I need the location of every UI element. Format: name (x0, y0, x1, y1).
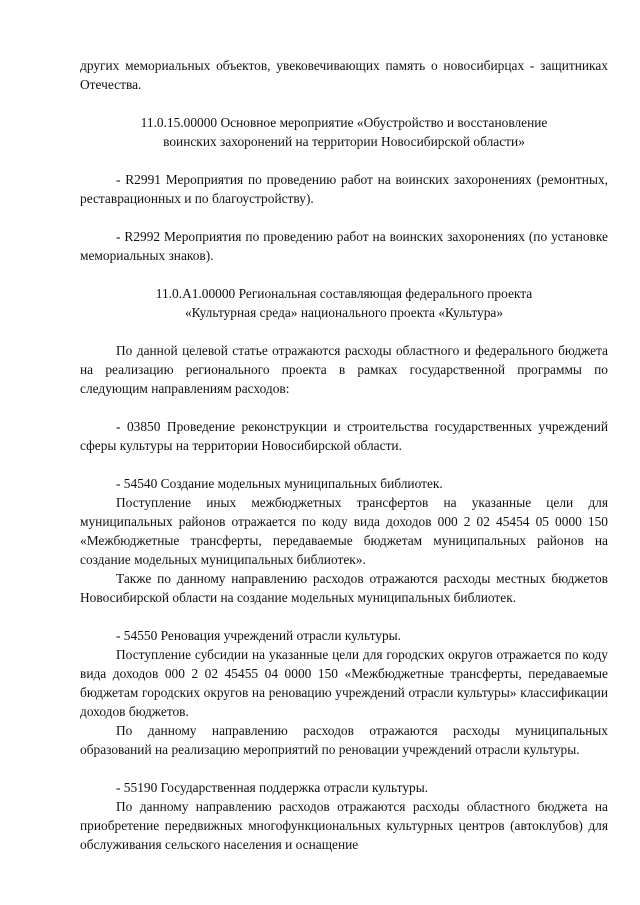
paragraph-54550-municipal: По данному направлению расходов отражаются расходы муниципальных образований на реализацию мероприятий по реновации учреждений отрасли культуры. (80, 723, 608, 757)
item-55190: - 55190 Государственная поддержка отрасли культуры. (116, 780, 429, 795)
item-r2992: - R2992 Мероприятия по проведению работ на воинских захоронениях (по установке мемориальных знаков). (80, 229, 608, 263)
heading-regional-project-line2: «Культурная среда» национального проекта «Культура» (184, 305, 504, 320)
paragraph-target-article: По данной целевой статье отражаются расходы областного и федерального бюджета на реализацию регионального проекта в рамках государственной программы по следующим направлениям расходов: (80, 343, 608, 396)
paragraph-54540-transfers: Поступление иных межбюджетных трансфертов на указанные цели для муниципальных районов отражается по коду вида доходов 000 2 02 45454 05 0000 150 «Межбюджетные трансферты, передаваемые бюджетам муниципальных районов на создание модельных муниципальных библиотек». (80, 495, 608, 567)
heading-military-burials-line2: воинских захоронений на территории Новосибирской области» (163, 134, 525, 149)
heading-military-burials-line1: 11.0.15.00000 Основное мероприятие «Обустройство и восстановление (140, 115, 548, 130)
paragraph-54550-subsidy: Поступление субсидии на указанные цели для городских округов отражается по коду вида доходов 000 2 02 45455 04 0000 150 «Межбюджетные трансферты, передаваемые бюджетам городских округов на реновацию учреждений отрасли культуры» классификации доходов бюджетов. (80, 647, 608, 719)
item-r2991: - R2991 Мероприятия по проведению работ на воинских захоронениях (ремонтных, реставрационных и по благоустройству). (80, 172, 608, 206)
paragraph-54540-local-budgets: Также по данному направлению расходов отражаются расходы местных бюджетов Новосибирской области на создание модельных муниципальных библиотек. (80, 571, 608, 605)
item-03850: - 03850 Проведение реконструкции и строительства государственных учреждений сферы культуры на территории Новосибирской области. (80, 419, 608, 453)
item-54540: - 54540 Создание модельных муниципальных библиотек. (116, 476, 443, 491)
document-page (80, 56, 608, 854)
item-54550: - 54550 Реновация учреждений отрасли культуры. (116, 628, 401, 643)
paragraph-55190-expenses: По данному направлению расходов отражаются расходы областного бюджета на приобретение передвижных многофункциональных культурных центров (автоклубов) для обслуживания сельского населения и оснащение (80, 799, 608, 852)
heading-regional-project-line1: 11.0.А1.00000 Региональная составляющая федерального проекта (155, 286, 533, 301)
paragraph-memorial-objects: других мемориальных объектов, увековечивающих память о новосибирцах - защитниках Отечества. (80, 58, 608, 92)
